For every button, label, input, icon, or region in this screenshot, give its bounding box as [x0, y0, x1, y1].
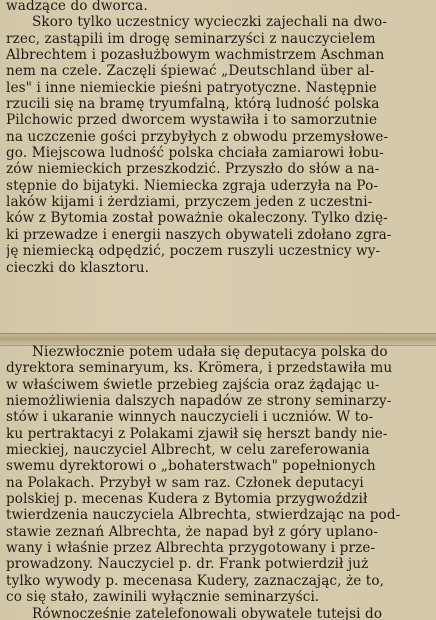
text-line: mieckiej, nauczyciel Albrecht, w celu zareferowania: [6, 442, 370, 459]
text-line: stępnie do bijatyki. Niemiecka zgraja uderzyła na Po-: [6, 177, 379, 194]
text-line: go. Miejscowa ludność polska chciała zamiarowi łobu-: [6, 145, 384, 162]
text-line: wany i właśnie przez Albrechta przygotowany i prze-: [6, 540, 376, 557]
text-line: co się stało, zawinili wyłącznie seminarzyści.: [6, 589, 320, 606]
text-line: niemożliwienia dalszych napadów ze strony seminarzy-: [6, 393, 392, 410]
text-line: swemu dyrektorowi o „bohaterstwach" popełnionych: [6, 458, 376, 475]
article-clipping-bottom: [6, 344, 430, 620]
text-line: na Polakach. Przybył w sam raz. Członek deputacyi: [6, 474, 364, 491]
text-line: Niezwłocznie potem udała się deputacya polska do: [32, 344, 388, 360]
text-line: ję niemiecką odpędzić, poczem ruszyli uczestnicy wy-: [6, 243, 381, 260]
text-line: tylko wywody p. mecenasa Kudery, zaznaczając, że to,: [6, 572, 385, 589]
text-line: ków z Bytomia został poważnie okaleczony. Tylko dzię-: [6, 210, 388, 227]
text-line: stów i ukaranie winnych nauczycieli i uczniów. W to-: [6, 409, 374, 426]
text-line: ku pertraktacyi z Polakami zjawił się herszt bandy nie-: [6, 425, 388, 442]
text-line: Albrechtem i pozasłużbowym wachmistrzem Aschman: [6, 47, 385, 64]
text-line: Skoro tylko uczestnicy wycieczki zajechali na dwo-: [32, 14, 388, 31]
text-line: ki przewadze i energii naszych obywateli zdołano zgra-: [6, 226, 392, 243]
text-line: prowadzony. Nauczyciel p. dr. Frank potwierdził już: [6, 556, 369, 573]
text-line: les" i inne niemieckie pieśni patryotyczne. Następnie: [6, 79, 377, 96]
text-line: w właściwem świetle przebieg zajścia oraz żądając u-: [6, 376, 380, 393]
text-line: dyrektora seminaryum, ks. Krömera, i przedstawiła mu: [6, 360, 393, 377]
text-line: Pilchowic przed dworcem wystawiła i to samorzutnie: [6, 112, 378, 129]
text-line: stawie zeznań Albrechta, że napad był z góry uplano-: [6, 523, 379, 540]
article-clipping-top: [6, 0, 430, 332]
text-line: polskiej p. mecenas Kudera z Bytomia przygwoździł: [6, 491, 368, 508]
text-line: cieczki do klasztoru.: [6, 259, 150, 276]
text-line: nem na czele. Zaczęli śpiewać „Deutschland über al-: [6, 63, 375, 80]
text-line: rzec, zastąpili im drogę seminarzyści z nauczycielem: [6, 30, 376, 47]
text-line: zów niemieckich przeszkodzić. Przyszło do słów a na-: [6, 161, 380, 178]
text-line: laków kijami i żerdziami, przyczem jeden z uczestni-: [6, 194, 373, 211]
text-line: na uczczenie gości przybyłych z obwodu przemysłowe-: [6, 128, 389, 145]
text-line: rzucili się na bramę tryumfalną, którą ludność polska: [6, 96, 380, 113]
text-line: twierdzenia nauczyciela Albrechta, stwierdzając na pod-: [6, 507, 401, 524]
text-line: wadzące do dworca.: [6, 0, 148, 14]
text-line: Równocześnie zatelefonowali obywatele tutejsi do: [32, 605, 383, 620]
